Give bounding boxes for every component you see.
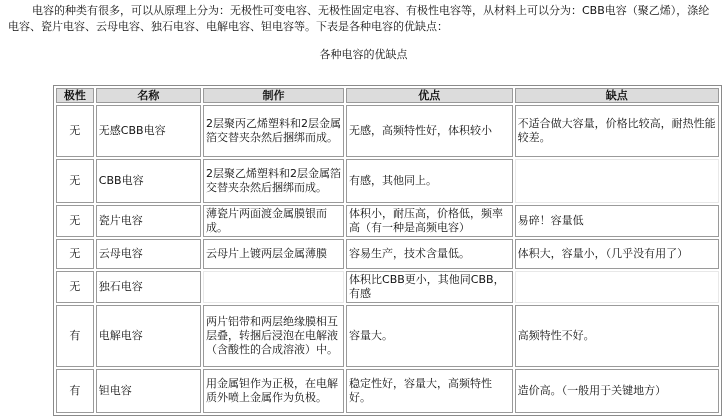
cell-pros: 稳定性好，容量大，高频特性好。 (346, 369, 513, 413)
cell-cons: 易碎！容量低 (515, 205, 719, 237)
cell-polarity: 有 (56, 369, 94, 413)
cell-name: 钽电容 (96, 369, 201, 413)
cell-make: 云母片上镀两层金属薄膜 (203, 239, 344, 269)
cell-polarity: 无 (56, 159, 94, 203)
cell-make: 两片铝带和两层绝缘膜相互层叠，转捆后浸泡在电解液（含酸性的合成溶液）中。 (203, 305, 344, 367)
intro-paragraph: 电容的种类有很多，可以从原理上分为：无极性可变电容、无极性固定电容、有极性电容等，从材料上可以分为：CBB电容（聚乙烯），涤纶电容、瓷片电容、云母电容、独石电容、电解电容、钽电容等。下表是各种电容的优缺点： (8, 4, 710, 33)
table-row (56, 205, 719, 237)
table-row (56, 105, 719, 157)
cell-make (203, 271, 344, 303)
cell-name: 电解电容 (96, 305, 201, 367)
cell-pros: 容易生产，技术含量低。 (346, 239, 513, 269)
table-row (56, 369, 719, 413)
cell-pros: 无感，高频特性好，体积较小 (346, 105, 513, 157)
table-caption: 各种电容的优缺点 (319, 48, 408, 61)
cell-polarity: 无 (56, 271, 94, 303)
capacitor-comparison-table (53, 85, 722, 416)
cell-make: 用金属钽作为正极，在电解质外喷上金属作为负极。 (203, 369, 344, 413)
cell-polarity: 无 (56, 205, 94, 237)
cell-make: 2层聚丙乙烯塑料和2层金属箔交替夹杂然后捆绑而成。 (203, 105, 344, 157)
cell-name: 瓷片电容 (96, 205, 201, 237)
cell-cons: 体积大，容量小，（几乎没有用了） (515, 239, 719, 269)
header-polarity: 极性 (56, 88, 94, 103)
table-row (56, 239, 719, 269)
cell-name: CBB电容 (96, 159, 201, 203)
cell-polarity: 无 (56, 239, 94, 269)
cell-cons (515, 159, 719, 203)
header-row (56, 88, 719, 103)
cell-make: 2层聚乙烯塑料和2层金属箔交替夹杂然后捆绑而成。 (203, 159, 344, 203)
cell-polarity: 有 (56, 305, 94, 367)
table-row (56, 271, 719, 303)
header-name: 名称 (96, 88, 201, 103)
header-cons: 缺点 (515, 88, 719, 103)
header-make: 制作 (203, 88, 344, 103)
cell-name: 云母电容 (96, 239, 201, 269)
cell-cons: 造价高。（一般用于关键地方） (515, 369, 719, 413)
cell-cons: 高频特性不好。 (515, 305, 719, 367)
cell-pros: 容量大。 (346, 305, 513, 367)
cell-polarity: 无 (56, 105, 94, 157)
table-row (56, 305, 719, 367)
cell-cons: 不适合做大容量，价格比较高，耐热性能较差。 (515, 105, 719, 157)
cell-cons (515, 271, 719, 303)
cell-pros: 有感，其他同上。 (346, 159, 513, 203)
cell-pros: 体积比CBB更小，其他同CBB，有感 (346, 271, 513, 303)
table-row (56, 159, 719, 203)
cell-name: 独石电容 (96, 271, 201, 303)
header-pros: 优点 (346, 88, 513, 103)
cell-name: 无感CBB电容 (96, 105, 201, 157)
cell-pros: 体积小，耐压高，价格低，频率高（有一种是高频电容） (346, 205, 513, 237)
cell-make: 薄瓷片两面渡金属膜银而成。 (203, 205, 344, 237)
